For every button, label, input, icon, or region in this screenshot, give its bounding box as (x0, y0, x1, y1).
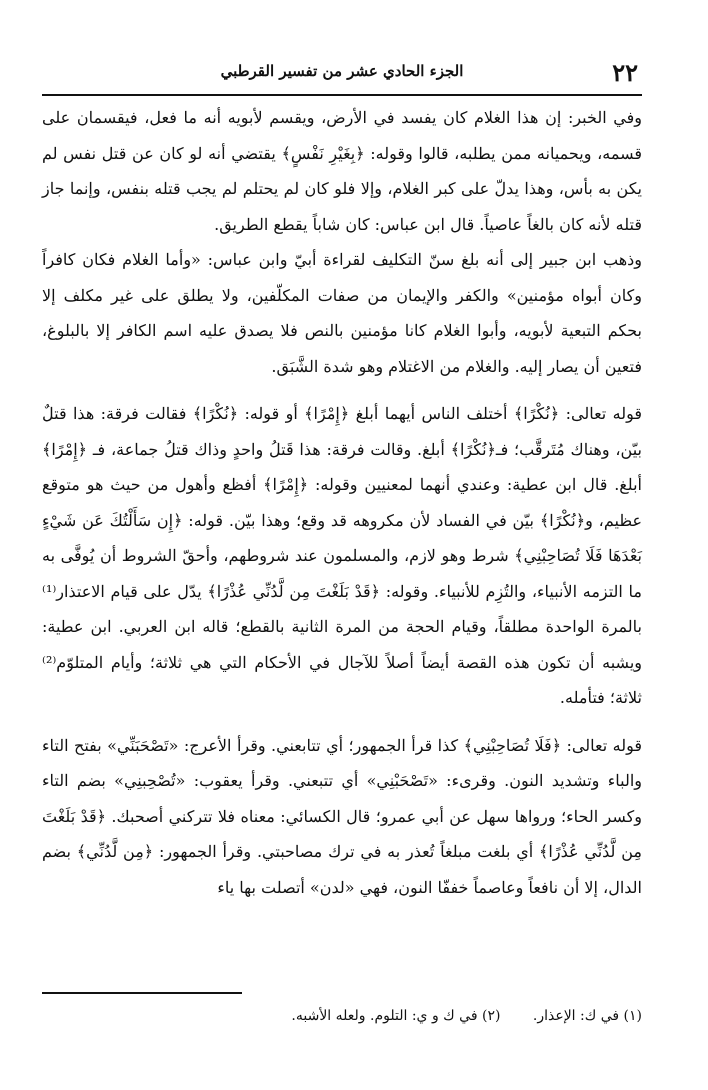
footnote-divider (42, 992, 242, 994)
running-title: الجزء الحادي عشر من تفسير القرطبي (220, 62, 464, 80)
page-number: ٢٢ (612, 58, 638, 87)
header-divider (42, 94, 642, 96)
paragraph-3: قوله تعالى: ﴿نُكْرًا﴾ أختلف الناس أيهما أبلغ ﴿إِمْرًا﴾ أو قوله: ﴿نُكْرًا﴾ فقالت فرقة: هذا قتلٌ بيّن، وهناك مُتَرقَّب؛ فـ﴿نُكْرًا﴾ أبلغ. وقالت فرقة: هذا قَتلُ واحدٍ وذاك قتلُ جماعة، فـ ﴿إِمْرًا﴾ أبلغ. قال ابن عطية: وعندي أنهما لمعنيين وقوله: ﴿إِمْرًا﴾ أفظع وأهول من حيث هو متوقع عظيم، و﴿نُكْرًا﴾ بيّن في الفساد لأن مكروهه قد وقع؛ وهذا بيّن. قوله: ﴿إِن سَأَلْتُكَ عَن شَيْءٍ بَعْدَهَا فَلَا تُصَاحِبْنِي﴾ شرط وهو لازم، والمسلمون عند شروطهم، وأحقّ الشروط أن يُوفَّى به ما التزمه الأنبياء، والتُزِم للأنبياء. وقوله: ﴿قَدْ بَلَغْتَ مِن لَّدُنِّي عُذْرًا﴾ يدّل على قيام الاعتذار⁽¹⁾ بالمرة الواحدة مطلقاً، وقيام الحجة من المرة الثانية بالقطع؛ قاله ابن العربي. ابن عطية: ويشبه أن تكون هذه القصة أيضاً أصلاً للآجال في الأحكام التي هي ثلاثة؛ وأيام المتلوّم⁽²⁾ ثلاثة؛ فتأمله. (42, 404, 643, 707)
page-header (42, 56, 642, 90)
footnotes (42, 1008, 642, 1024)
book-page (42, 56, 642, 1066)
paragraph-4: قوله تعالى: ﴿فَلَا تُصَاحِبْنِي﴾ كذا قرأ الجمهور؛ أي تتابعني. وقرأ الأعرج: «تَصْحَبَنِّي» بفتح التاء والباء وتشديد النون. وقرىء: «تَصْحَبْنِي» أي تتبعني. وقرأ يعقوب: «تُصْحِبنِي» بضم التاء وكسر الحاء؛ ورواها سهل عن أبي عمرو؛ قال الكسائي: معناه فلا تتركني أصحبك. ﴿قَدْ بَلَغْتَ مِن لَّدُنِّي عُذْرًا﴾ أي بلغت مبلغاً تُعذر به في ترك مصاحبتي. وقرأ الجمهور: ﴿مِن لَّدُنِّي﴾ بضم الدال، إلا أن نافعاً وعاصماً خففّا النون، فهي «لدن» أتصلت بها ياء (42, 735, 643, 897)
paragraph-2: وذهب ابن جبير إلى أنه بلغ سنّ التكليف لقراءة أبيّ وابن عباس: «وأما الغلام فكان كافراً وكان أبواه مؤمنين» والكفر والإيمان من صفات المكلّفين، ولا يطلق على غير مكلف إلا بحكم التبعية لأبويه، وأبوا الغلام كانا مؤمنين بالنص فلا يصدق عليه اسم الكافر إلا بالبلوغ، فتعين أن يصار إليه. والغلام من الاغتلام وهو شدة الشَّبَق. (42, 250, 642, 376)
footnote-2: (٢) في ك و ي: التلوم. ولعله الأشبه. (291, 1008, 501, 1024)
paragraph-1: وفي الخبر: إن هذا الغلام كان يفسد في الأرض، ويقسم لأبويه أنه ما فعل، فيقسمان على قسمه، ويحميانه ممن يطلبه، قالوا وقوله: ﴿بِغَيْرِ نَفْسٍ﴾ يقتضي أنه لو كان عن قتل نفس لم يكن به بأس، وهذا يدلّ على كبر الغلام، وإلا فلو كان لم يحتلم لم يجب قتله بنفس، وإنما جاز قتله لأنه كان بالغاً عاصياً. قال ابن عباس: كان شاباً يقطع الطريق. (42, 108, 642, 234)
body-text (42, 100, 642, 905)
footnote-1: (١) في ك: الإعذار. (532, 1008, 642, 1024)
